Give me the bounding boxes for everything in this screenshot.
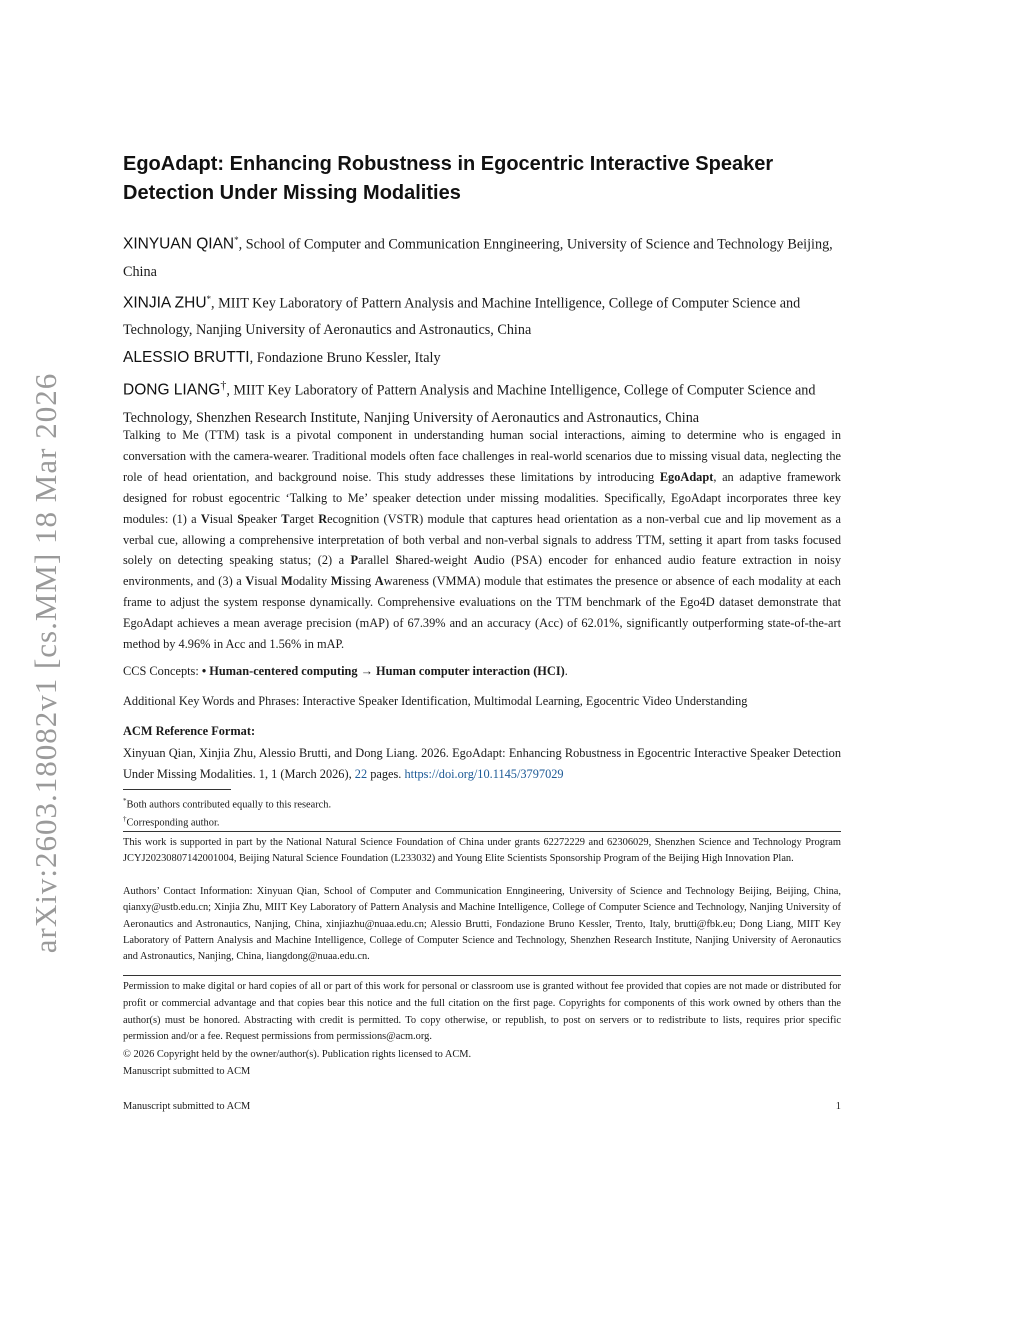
author-list [123,227,841,432]
author-entry [123,344,841,372]
acronym-letter: V [245,574,255,589]
footer-venue: Manuscript submitted to ACM [123,1101,251,1112]
author-affiliation: , School of Computer and Communication Enngineering, University of Science and Technology Beijing, China [123,236,833,280]
acm-reference-text: Xinyuan Qian, Xinjia Zhu, Alessio Brutti, and Dong Liang. 2026. EgoAdapt: Enhancing Robustness in Egocentric Interactive Speaker Detection Under Missing Modalities. 1, 1 (March 2026), [123,746,841,781]
method-name: EgoAdapt [659,469,714,484]
paper-title: EgoAdapt: Enhancing Robustness in Egocentric Interactive Speaker Detection Under Missing Modalities [123,153,774,204]
ccs-label: CCS Concepts: [123,664,202,678]
acronym-rest: wareness [383,574,429,589]
acronym-rest: arget [289,511,319,526]
acronym-letter: T [281,511,290,526]
author-name: XINJIA ZHU [123,294,207,312]
footnotes [123,794,331,831]
acronym-rest: hared-weight [402,553,474,568]
author-name: ALESSIO BRUTTI [123,349,250,367]
author-mark: * [234,235,239,245]
acronym-letter: A [374,574,384,589]
divider [123,975,841,976]
footnote-divider [123,789,231,790]
page-count-link[interactable]: 22 [354,767,368,781]
acronym-rest: issing [342,574,375,589]
acronym-rest: udio [482,553,505,568]
author-entry [123,227,841,286]
ccs-end: . [564,664,568,678]
submission-note: Manuscript submitted to ACM [123,1066,251,1077]
acronym-letter: P [350,553,359,568]
author-name: XINYUAN QIAN [123,235,235,253]
acronym-letter: A [473,553,483,568]
permission-notice: Permission to make digital or hard copies of all or part of this work for personal or classroom use is granted without fee provided that copies are not made or distributed for profit or commercial advantage and that copies bear this notice and the full citation on the first page. Copyrights for components of this work owned by others than the author(s) must be honored. Abstracting with credit is permitted. To copy otherwise, or republish, to post on servers or to redistribute to lists, requires prior specific permission and/or a fee. Request permissions from permissions@acm.org. [123,981,841,1043]
ccs-bullet: • [201,664,207,678]
footnote-text: Both authors contributed equally to this research. [126,799,332,811]
acronym-letter: V [200,511,210,526]
ccs-concept: Human-centered computing → Human computer interaction (HCI) [209,664,565,678]
footnote [123,794,331,812]
author-entry [123,372,841,432]
acm-reference-text: pages. [367,767,405,781]
acm-reference [123,743,841,785]
footnote-mark: * [123,797,127,805]
acronym-letter: M [281,574,293,589]
author-affiliation: , MIIT Key Laboratory of Pattern Analysis and Machine Intelligence, College of Computer Science and Technology, Shenzhen Research Institute, Nanjing University of Aeronautics and Astronautics, China [123,383,816,427]
doi-link[interactable]: https://doi.org/10.1145/3797029 [404,767,564,781]
author-mark: † [220,378,227,393]
footnote-text: Corresponding author. [126,817,220,829]
abstract-text: (PSA) encoder for enhanced audio feature extraction in noisy environments, and (3) a [123,553,842,589]
author-affiliation: , Fondazione Bruno Kessler, Italy [249,350,441,367]
acronym-letter: S [237,511,245,526]
acronym-rest: ecognition [327,511,380,526]
acronym-rest: peaker [244,511,282,526]
funding-note: This work is supported in part by the National Natural Science Foundation of China under grants 62272229 and 62306029, Shenzhen Science and Technology Program JCYJ20230807142001004, Beijing Natural Science Foundation (L233032) and Young Elite Scientists Sponsorship Program of the Beijing High Innovation Plan. [123,837,841,865]
abstract-text: , an adaptive framework designed for robust egocentric ‘Talking to Me’ speaker detection under missing modalities. Specifically, EgoAdapt incorporates three key modules: (1) a [123,469,841,526]
acronym-letter: S [395,553,403,568]
copyright-notice: © 2026 Copyright held by the owner/author(s). Publication rights licensed to ACM. [123,1049,472,1060]
author-entry [123,286,841,345]
ccs-concepts [123,664,841,679]
abstract-text: Talking to Me (TTM) task is a pivotal component in understanding human social interactions, aiming to determine who is engaged in conversation with the camera-wearer. Traditional models often face challenges in real-world scenarios due to missing visual data, neglecting the role of head orientation, and background noise. This study addresses these limitations by introducing [123,428,841,484]
acm-reference-heading: ACM Reference Format: [123,724,256,738]
page-number: 1 [835,1101,841,1112]
acronym-rest: isual [209,511,238,526]
acronym-rest: odality [292,574,331,589]
footnote-mark: † [123,815,127,824]
acronym-letter: M [330,574,343,589]
acronym-rest: arallel [358,553,396,568]
author-affiliation: , MIIT Key Laboratory of Pattern Analysis and Machine Intelligence, College of Computer Science and Technology, Nanjing University of Aeronautics and Astronautics, China [123,295,801,339]
footnote [123,812,331,830]
author-mark: * [206,293,212,304]
abstract [123,425,841,655]
keywords: Additional Key Words and Phrases: Interactive Speaker Identification, Multimodal Learning, Egocentric Video Understanding [123,694,748,708]
acronym-letter: R [318,511,328,526]
abstract-text: (VMMA) module that estimates the presence or absence of each modality at each frame to adjust the system response dynamically. Comprehensive evaluations on the TTM benchmark of the Ego4D dataset demonstrate that EgoAdapt achieves a mean average precision (mAP) of 67.39% and an accuracy (Acc) of 62.01%, significantly outperforming state-of-the-art method by 4.96% in Acc and 1.56% in mAP. [123,574,841,652]
arxiv-identifier-stamp: arXiv:2603.18082v1 [cs.MM] 18 Mar 2026 [28,372,63,954]
acronym-rest: isual [254,574,282,589]
author-name: DONG LIANG [123,382,221,400]
abstract-text: (VSTR) module that captures head orientation as a non-verbal cue and lip movement as a verbal cue, allowing a comprehensive interpretation of both verbal and non-verbal signals to address TTM, setting it apart from tasks focused solely on detecting speaking status; (2) a [123,511,841,568]
divider [123,831,841,832]
contact-information: Authors’ Contact Information: Xinyuan Qian, School of Computer and Communication Enngineering, University of Science and Technology Beijing, Beijing, China, qianxy@ustb.edu.cn; Xinjia Zhu, MIIT Key Laboratory of Pattern Analysis and Machine Intelligence, College of Computer Science and Technology, Nanjing University of Aeronautics and Astronautics, Nanjing, China, xinjiazhu@nuaa.edu.cn; Alessio Brutti, Fondazione Bruno Kessler, Trento, Italy, brutti@fbk.eu; Dong Liang, MIIT Key Laboratory of Pattern Analysis and Machine Intelligence, College of Computer Science and Technology, Shenzhen Research Institute, Nanjing University of Aeronautics and Astronautics, Nanjing, China, liangdong@nuaa.edu.cn. [123,886,841,963]
